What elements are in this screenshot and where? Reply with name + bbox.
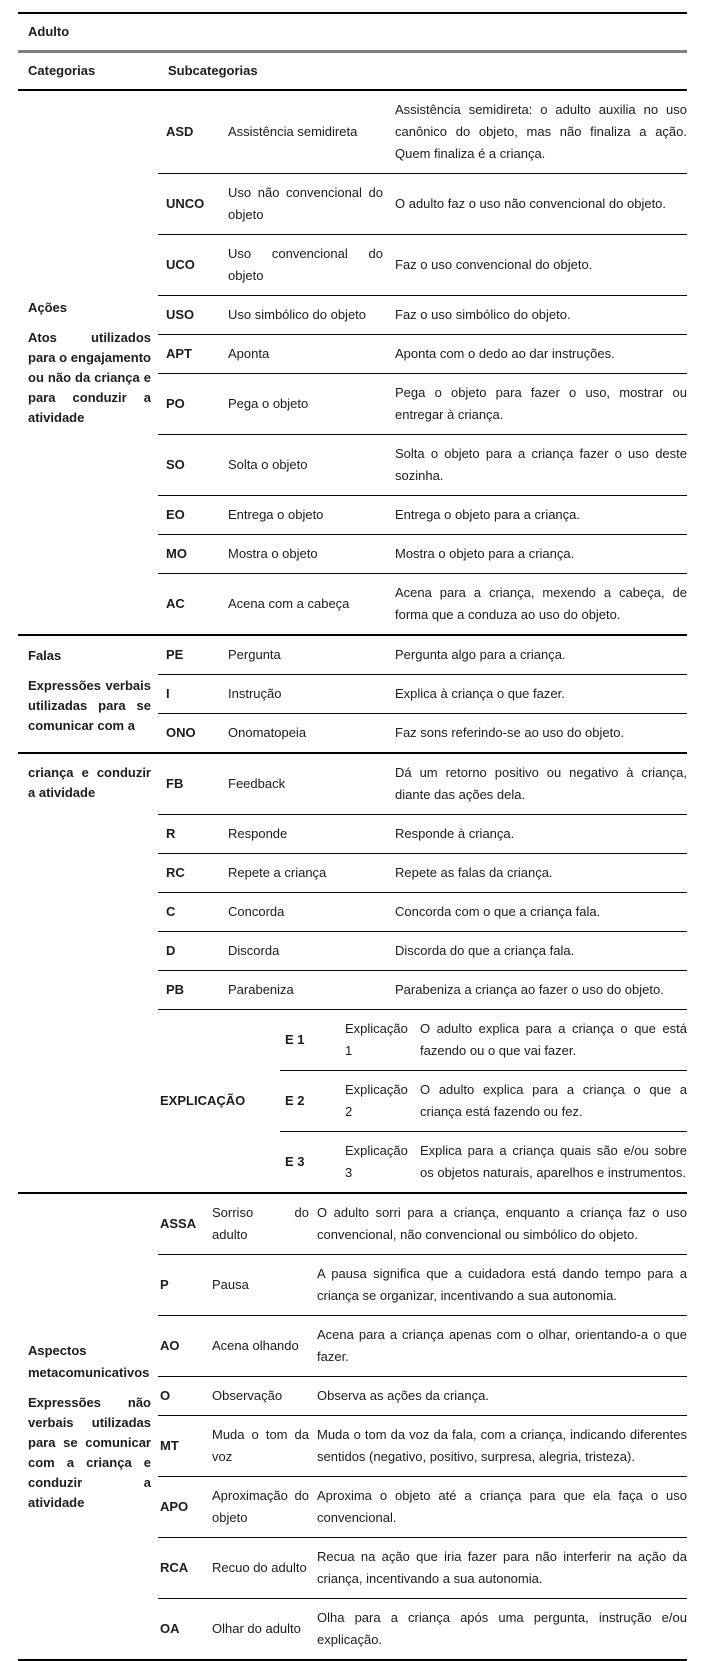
section-aspectos-metacomunicativos (18, 1194, 687, 1659)
table-row-mt (158, 1415, 687, 1476)
row-subcategory-name: Solta o objeto (228, 457, 308, 472)
category-title: Falas (28, 648, 62, 663)
table-row-ac (158, 573, 687, 634)
subrow-code: E 3 (285, 1154, 305, 1169)
row-description: O adulto sorri para a criança, enquanto a criança faz o uso convencional, não convencional ou simbólico do objeto. (317, 1205, 687, 1242)
table-row-eo (158, 495, 687, 534)
subrow-name: Explicação 1 (345, 1021, 408, 1058)
row-description: Aproxima o objeto até a criança para que ela faça o uso convencional. (317, 1488, 687, 1525)
category-cell-falas (18, 636, 158, 752)
category-description: Expressões verbais utilizadas para se comunicar com a (28, 678, 151, 733)
rows-aspectos (158, 1194, 687, 1659)
row-code: RC (166, 865, 185, 880)
row-subcategory-name: Aponta (228, 346, 270, 361)
table-row-apo (158, 1476, 687, 1537)
sub-row-e3 (280, 1131, 687, 1192)
row-description: Faz sons referindo-se ao uso do objeto. (395, 725, 625, 740)
row-description: Recua na ação que iria fazer para não interferir na ação da criança, incentivando a sua autonomia. (317, 1549, 687, 1586)
row-subcategory-name: Pergunta (228, 647, 281, 662)
row-description: Entrega o objeto para a criança. (395, 507, 581, 522)
row-code: R (166, 826, 176, 841)
row-code: UCO (166, 257, 195, 272)
row-description: Observa as ações da criança. (317, 1388, 489, 1403)
row-code: UNCO (166, 196, 205, 211)
subrow-name: Explicação 3 (345, 1143, 408, 1180)
row-code: C (166, 904, 176, 919)
row-code: APO (160, 1499, 189, 1514)
table-row-i (158, 674, 687, 713)
table-row-o (158, 1376, 687, 1415)
row-subcategory-name: Muda o tom da voz (212, 1427, 309, 1464)
row-subcategory-name: Pausa (212, 1277, 249, 1292)
row-description: Repete as falas da criança. (395, 865, 553, 880)
row-code: USO (166, 307, 195, 322)
category-description: criança e conduzir a atividade (28, 765, 151, 800)
table-row-rca (158, 1537, 687, 1598)
table-row-r (158, 814, 687, 853)
table-row-p (158, 1254, 687, 1315)
explicacao-group-label: EXPLICAÇÃO (160, 1093, 246, 1108)
row-subcategory-name: Feedback (228, 776, 286, 791)
row-description: Solta o objeto para a criança fazer o uso deste sozinha. (395, 446, 687, 483)
table-row-fb (158, 754, 687, 814)
subrow-description: Explica para a criança quais são e/ou sobre os objetos naturais, aparelhos e instrumentos. (420, 1143, 687, 1180)
category-cell-aspectos (18, 1194, 158, 1659)
row-code: P (160, 1277, 169, 1292)
row-description: Pergunta algo para a criança. (395, 647, 566, 662)
column-header-row (18, 53, 687, 89)
row-description: A pausa significa que a cuidadora está dando tempo para a criança se organizar, incentivando a sua autonomia. (317, 1266, 687, 1303)
row-description: Olha para a criança após uma pergunta, instrução e/ou explicação. (317, 1610, 687, 1647)
table-row-ao (158, 1315, 687, 1376)
table-row-po (158, 373, 687, 434)
row-code: RCA (160, 1560, 189, 1575)
row-code: O (160, 1388, 171, 1403)
row-subcategory-name: Acena com a cabeça (228, 596, 350, 611)
table-row-uco (158, 234, 687, 295)
table-row-so (158, 434, 687, 495)
row-subcategory-name: Entrega o objeto (228, 507, 324, 522)
row-code: ASD (166, 124, 194, 139)
explicacao-group-row (158, 1009, 687, 1192)
row-code: ASSA (160, 1216, 197, 1231)
rows-falas-lower (158, 754, 687, 1192)
row-description: Assistência semidireta: o adulto auxilia no uso canônico do objeto, mas não finaliza a ação. Quem finaliza é a criança. (395, 102, 687, 161)
row-subcategory-name: Responde (228, 826, 288, 841)
row-code: I (166, 686, 170, 701)
row-subcategory-name: Observação (212, 1388, 283, 1403)
section-falas-upper (18, 636, 687, 752)
category-description: Expressões não verbais utilizadas para se comunicar com a criança e conduzir a atividade (28, 1395, 151, 1510)
row-description: Aponta com o dedo ao dar instruções. (395, 346, 615, 361)
categorias-column-header: Categorias (28, 63, 96, 78)
table-row-pb (158, 970, 687, 1009)
table-title-row (18, 14, 687, 50)
row-subcategory-name: Recuo do adulto (212, 1560, 307, 1575)
row-code: APT (166, 346, 192, 361)
row-subcategory-name: Pega o objeto (228, 396, 309, 411)
row-subcategory-name: Uso não convencional do objeto (228, 185, 383, 222)
row-code: PE (166, 647, 184, 662)
row-subcategory-name: Olhar do adulto (212, 1621, 301, 1636)
category-cell-falas-continued (18, 754, 158, 1192)
row-description: Muda o tom da voz da fala, com a criança, indicando diferentes sentidos (negativo, positivo, surpresa, alegria, tristeza). (317, 1427, 687, 1464)
table-row-oa (158, 1598, 687, 1659)
sub-row-e2 (280, 1070, 687, 1131)
table-row-mo (158, 534, 687, 573)
section-falas-lower (18, 754, 687, 1192)
table-row-ono (158, 713, 687, 752)
row-description: Explica à criança o que fazer. (395, 686, 565, 701)
row-subcategory-name: Onomatopeia (228, 725, 307, 740)
explicacao-subrows (280, 1010, 687, 1192)
row-description: Mostra o objeto para a criança. (395, 546, 575, 561)
subcategorias-column-header: Subcategorias (168, 63, 258, 78)
row-subcategory-name: Repete a criança (228, 865, 327, 880)
table-row-asd (158, 91, 687, 173)
row-subcategory-name: Assistência semidireta (228, 124, 358, 139)
row-subcategory-name: Uso simbólico do objeto (228, 307, 367, 322)
table-row-uso (158, 295, 687, 334)
table-row-apt (158, 334, 687, 373)
row-code: OA (160, 1621, 180, 1636)
row-code: AC (166, 596, 185, 611)
row-subcategory-name: Uso convencional do objeto (228, 246, 383, 283)
row-description: Acena para a criança, mexendo a cabeça, de forma que a conduza ao uso do objeto. (395, 585, 687, 622)
row-code: D (166, 943, 176, 958)
row-description: Concorda com o que a criança fala. (395, 904, 601, 919)
row-code: ONO (166, 725, 196, 740)
subrow-code: E 2 (285, 1093, 305, 1108)
row-description: Discorda do que a criança fala. (395, 943, 575, 958)
subrow-code: E 1 (285, 1032, 305, 1047)
row-code: PB (166, 982, 185, 997)
category-cell-acoes (18, 91, 158, 634)
row-description: Dá um retorno positivo ou negativo à criança, diante das ações dela. (395, 765, 687, 802)
row-description: Faz o uso convencional do objeto. (395, 257, 593, 272)
table-row-d (158, 931, 687, 970)
row-description: Parabeniza a criança ao fazer o uso do objeto. (395, 982, 664, 997)
row-subcategory-name: Mostra o objeto (228, 546, 318, 561)
row-code: FB (166, 776, 184, 791)
table-row-rc (158, 853, 687, 892)
row-description: Pega o objeto para fazer o uso, mostrar ou entregar à criança. (395, 385, 687, 422)
row-description: Faz o uso simbólico do objeto. (395, 307, 571, 322)
row-description: Responde à criança. (395, 826, 515, 841)
row-code: SO (166, 457, 185, 472)
row-code: AO (160, 1338, 180, 1353)
table-row-unco (158, 173, 687, 234)
row-subcategory-name: Acena olhando (212, 1338, 299, 1353)
table-row-c (158, 892, 687, 931)
rows-falas-upper (158, 636, 687, 752)
row-description: O adulto faz o uso não convencional do objeto. (395, 196, 667, 211)
row-subcategory-name: Parabeniza (228, 982, 294, 997)
subrow-description: O adulto explica para a criança o que a criança está fazendo ou fez. (420, 1082, 687, 1119)
row-code: MO (166, 546, 187, 561)
category-title: Ações (28, 300, 68, 315)
row-subcategory-name: Discorda (228, 943, 280, 958)
table-row-assa (158, 1194, 687, 1254)
table-title: Adulto (28, 24, 70, 39)
row-subcategory-name: Aproximação do objeto (212, 1488, 309, 1525)
section-acoes (18, 91, 687, 634)
rows-acoes (158, 91, 687, 634)
subrow-name: Explicação 2 (345, 1082, 408, 1119)
category-description: Atos utilizados para o engajamento ou não da criança e para conduzir a atividade (28, 330, 151, 425)
row-subcategory-name: Instrução (228, 686, 282, 701)
row-subcategory-name: Sorriso do adulto (212, 1205, 309, 1242)
row-code: EO (166, 507, 185, 522)
table-row-pe (158, 636, 687, 674)
sub-row-e1 (280, 1010, 687, 1070)
category-title: Aspectos metacomunicativos (28, 1343, 150, 1380)
subrow-description: O adulto explica para a criança o que está fazendo ou o que vai fazer. (420, 1021, 687, 1058)
row-subcategory-name: Concorda (228, 904, 285, 919)
row-description: Acena para a criança apenas com o olhar, orientando-a o que fazer. (317, 1327, 687, 1364)
row-code: MT (160, 1438, 179, 1453)
row-code: PO (166, 396, 185, 411)
